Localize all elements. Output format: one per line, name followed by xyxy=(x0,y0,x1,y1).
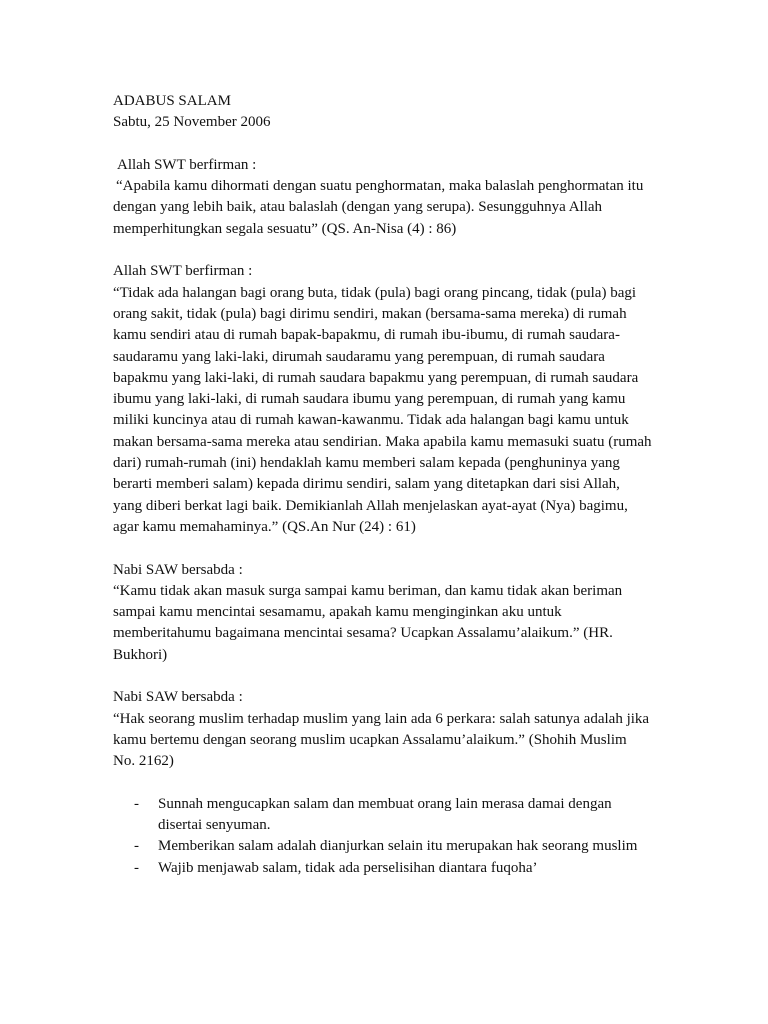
list-item xyxy=(113,836,673,857)
list-item-line: Wajib menjawab salam, tidak ada perselisihan diantara fuqoha’ xyxy=(158,859,538,876)
document-body xyxy=(113,91,673,879)
section-line: saudaramu yang laki-laki, dirumah saudaramu yang perempuan, di rumah saudara xyxy=(113,348,605,365)
list-item xyxy=(113,858,673,879)
section-line: “Kamu tidak akan masuk surga sampai kamu beriman, dan kamu tidak akan beriman xyxy=(113,582,623,599)
section-line: makan bersama-sama mereka atau sendirian. Maka apabila kamu memasuki suatu (rumah xyxy=(113,433,652,450)
section-line: “Tidak ada halangan bagi orang buta, tidak (pula) bagi orang pincang, tidak (pula) bagi xyxy=(113,284,637,301)
section-heading: Allah SWT berfirman : xyxy=(113,263,253,280)
bullet-dash: - xyxy=(134,838,139,855)
section-line: sampai kamu mencintai sesamamu, apakah kamu menginginkan aku untuk xyxy=(113,604,562,621)
paragraph-gap xyxy=(113,773,673,794)
section-quran-nur xyxy=(113,261,673,538)
section-heading: Nabi SAW bersabda : xyxy=(113,561,243,578)
list-item-line: Sunnah mengucapkan salam dan membuat orang lain merasa damai dengan xyxy=(158,795,612,812)
section-line: ibumu yang laki-laki, di rumah saudara ibumu yang perempuan, di rumah yang kamu xyxy=(113,391,626,408)
document-title: ADABUS SALAM xyxy=(113,93,231,109)
paragraph-gap xyxy=(113,240,673,261)
section-line: dari) rumah-rumah (ini) hendaklah kamu memberi salam kepada (penghuninya yang xyxy=(113,455,620,472)
bullet-dash: - xyxy=(134,795,139,812)
section-line: kamu sendiri atau di rumah bapak-bapakmu, di rumah ibu-ibumu, di rumah saudara- xyxy=(113,327,620,344)
section-hadith-bukhori xyxy=(113,560,673,666)
list-item-line: disertai senyuman. xyxy=(158,817,271,834)
section-line: memberitahumu bagaimana mencintai sesama? Ucapkan Assalamu’alaikum.” (HR. xyxy=(113,625,613,642)
list-item-line: Memberikan salam adalah dianjurkan selain itu merupakan hak seorang muslim xyxy=(158,838,638,855)
section-line: “Apabila kamu dihormati dengan suatu penghormatan, maka balaslah penghormatan itu xyxy=(116,178,644,195)
section-line: “Hak seorang muslim terhadap muslim yang lain ada 6 perkara: salah satunya adalah jika xyxy=(113,710,650,727)
section-line: miliki kuncinya atau di rumah kawan-kawanmu. Tidak ada halangan bagi kamu untuk xyxy=(113,412,629,429)
bullet-dash: - xyxy=(134,859,139,876)
document-header xyxy=(113,91,673,134)
list-item xyxy=(113,794,673,837)
section-line: memperhitungkan segala sesuatu” (QS. An-Nisa (4) : 86) xyxy=(113,220,457,237)
paragraph-gap xyxy=(113,538,673,559)
section-line: No. 2162) xyxy=(113,753,174,770)
section-line: Bukhori) xyxy=(113,646,168,663)
section-line: dengan yang lebih baik, atau balaslah (dengan yang serupa). Sesungguhnya Allah xyxy=(113,199,603,216)
section-line: agar kamu memahaminya.” (QS.An Nur (24) : 61) xyxy=(113,518,416,535)
section-heading: Nabi SAW bersabda : xyxy=(113,689,243,706)
section-line: yang diberi berkat lagi baik. Demikianlah Allah menjelaskan ayat-ayat (Nya) bagimu, xyxy=(113,497,628,514)
section-line: bapakmu yang laki-laki, di rumah saudara bapakmu yang perempuan, di rumah saudara xyxy=(113,369,639,386)
section-hadith-muslim xyxy=(113,687,673,772)
document-date: Sabtu, 25 November 2006 xyxy=(113,114,271,131)
paragraph-gap xyxy=(113,134,673,155)
bullet-list xyxy=(113,794,673,879)
paragraph-gap xyxy=(113,666,673,687)
section-line: orang sakit, tidak (pula) bagi dirimu sendiri, makan (bersama-sama mereka) di rumah xyxy=(113,305,627,322)
section-line: kamu bertemu dengan seorang muslim ucapkan Assalamu’alaikum.” (Shohih Muslim xyxy=(113,731,627,748)
section-quran-nisa xyxy=(113,155,673,240)
section-line: berarti memberi salam) kepada dirimu sendiri, salam yang ditetapkan dari sisi Allah, xyxy=(113,476,620,493)
section-heading: Allah SWT berfirman : xyxy=(117,156,257,173)
